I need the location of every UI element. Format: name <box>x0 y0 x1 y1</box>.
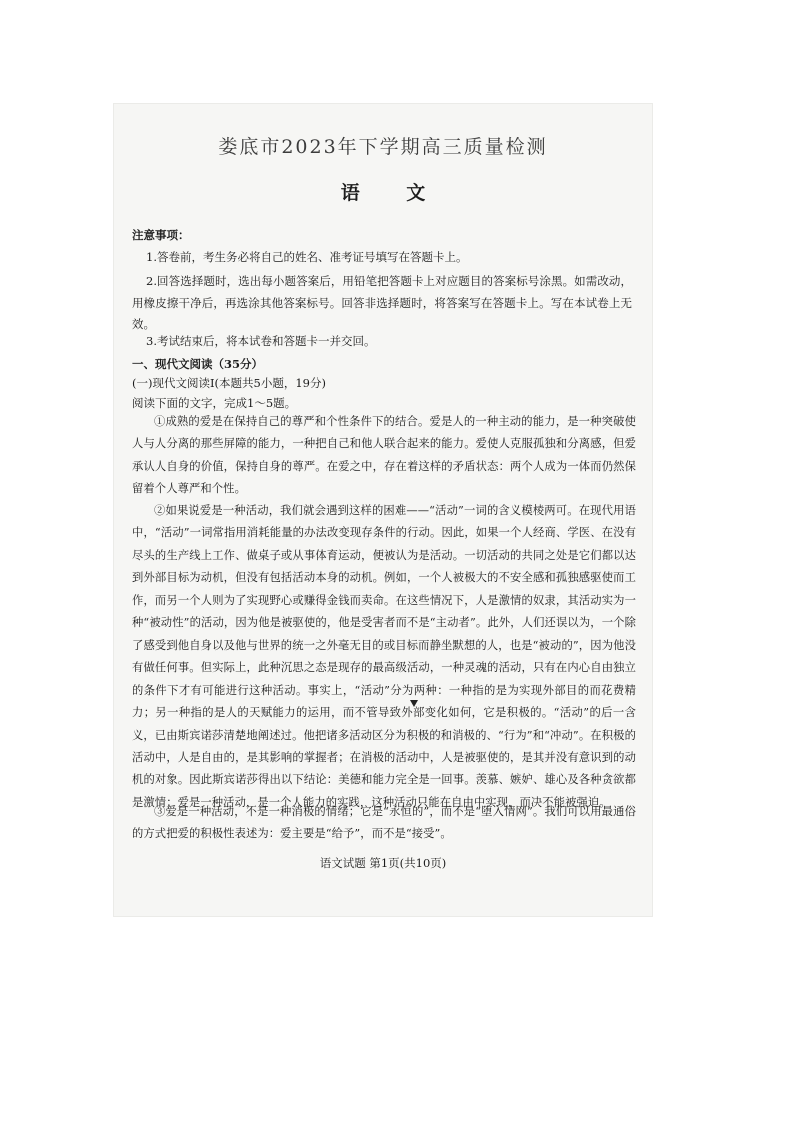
page-footer: 语文试题 第1页(共10页) <box>319 856 447 870</box>
exam-page <box>114 104 652 916</box>
note-item-1: 1.答卷前，考生务必将自己的姓名、准考证号填写在答题卡上。 <box>146 250 468 264</box>
exam-title: 娄底市2023年下学期高三质量检测 <box>218 136 548 158</box>
note-item-2: 2.回答选择题时，选出每小题答案后，用铅笔把答题卡上对应题目的答案标号涂黑。如需改动，用橡皮擦干净后，再选涂其他答案标号。回答非选择题时，将答案写在答题卡上。写在本试卷上无效。 <box>132 274 632 331</box>
subsection-title: (一)现代文阅读Ⅰ(本题共5小题，19分) <box>132 376 326 390</box>
subject-title: 语 文 <box>340 182 446 204</box>
paragraph-2: ②如果说爱是一种活动，我们就会遇到这样的困难——“活动”一词的含义模棱两可。在现代用语中，“活动”一词常指用消耗能量的办法改变现存条件的行动。因此，如果一个人经商、学医、在没有尽头的生产线上工作、做桌子或从事体育运动，便被认为是活动。一切活动的共同之处是它们都以达到外部目标为动机，但没有包括活动本身的动机。例如，一个人被极大的不安全感和孤独感驱使而工作，而另一个人则为了实现野心或赚得金钱而卖命。在这些情况下，人是激情的奴隶，其活动实为一种“被动性”的活动，因为他是被驱使的，他是受害者而不是“主动者”。此外，人们还误以为，一个除了感受到他自身以及他与世界的统一之外毫无目的或目标而静坐默想的人，也是“被动的”，因为他没有做任何事。但实际上，此种沉思之态是现存的最高级活动，一种灵魂的活动，只有在内心自由独立的条件下才有可能进行这种活动。事实上，“活动”分为两种：一种指的是为实现外部目的而花费精力；另一种指的是人的天赋能力的运用，而不管导致外部变化如何，它是积极的。“活动”的后一含义，已由斯宾诺莎清楚地阐述过。他把诸多活动区分为积极的和消极的、“行为”和“冲动”。在积极的活动中，人是自由的，是其影响的掌握者；在消极的活动中，人是被驱使的，是其并没有意识到的动机的对象。因此斯宾诺莎得出以下结论：美德和能力完全是一回事。羡慕、嫉妒、雄心及各种贪欲都是激情；爱是一种活动，是一个人能力的实践，这种活动只能在自由中实现，而决不能被强迫。 <box>132 504 636 809</box>
paragraph-3: ③爱是一种活动，不是一种消极的情绪；它是“永恒的”，而不是“堕入情网”。我们可以用最通俗的方式把爱的积极性表述为：爱主要是“给予”，而不是“接受”。 <box>132 805 636 841</box>
section-title: 一、现代文阅读（35分） <box>132 357 264 371</box>
notes-heading: 注意事项： <box>132 228 190 242</box>
note-item-3: 3.考试结束后，将本试卷和答题卡一并交回。 <box>146 334 376 348</box>
reading-instruction: 阅读下面的文字，完成1～5题。 <box>132 396 297 410</box>
paragraph-1: ①成熟的爱是在保持自己的尊严和个性条件下的结合。爱是人的一种主动的能力，是一种突破使人与人分离的那些屏障的能力，一种把自己和他人联合起来的能力。爱使人克服孤独和分离感，但爱承认人自身的价值，保持自身的尊严。在爱之中，存在着这样的矛盾状态：两个人成为一体而仍然保留着个人尊严和个性。 <box>132 415 636 496</box>
cursor-mark-icon <box>410 700 418 707</box>
